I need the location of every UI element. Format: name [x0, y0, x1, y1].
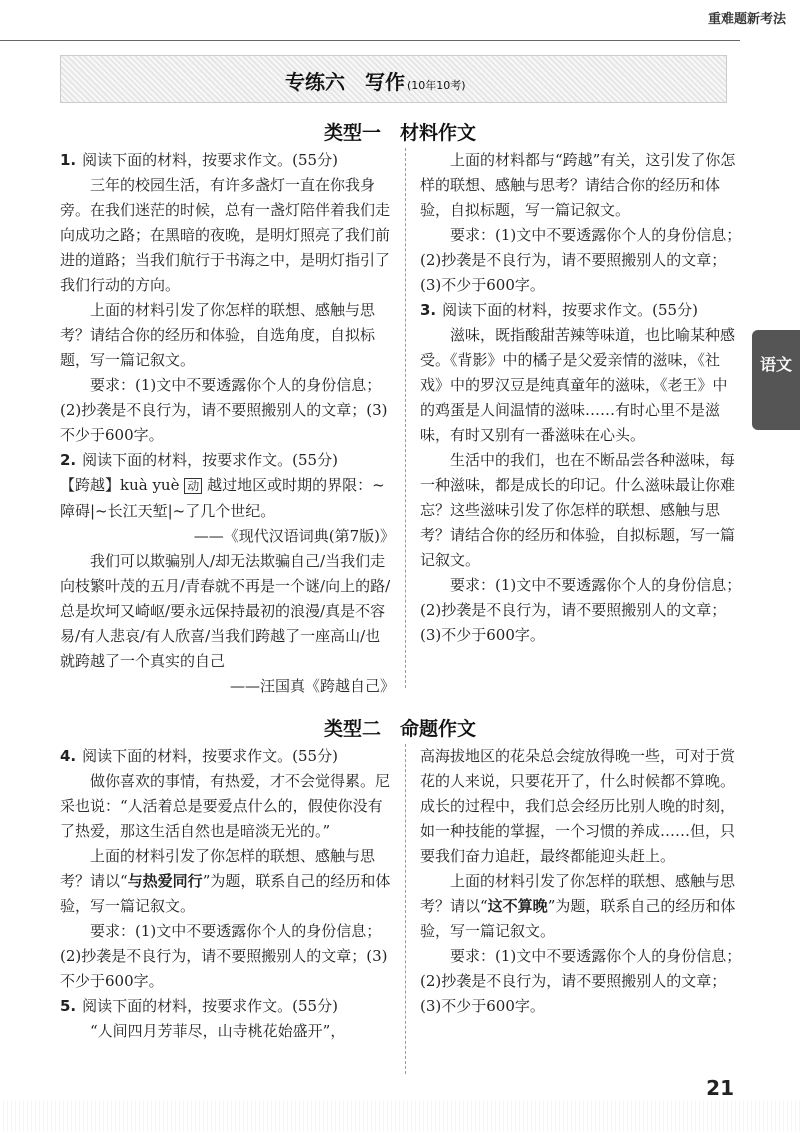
question-3-requirements: 要求：(1)文中不要透露你个人的身份信息；(2)抄袭是不良行为，请不要照搬别人的文章；(3)不少于600字。: [420, 576, 742, 644]
chapter-note: (10年10考): [407, 79, 466, 92]
question-3-material: 滋味，既指酸甜苦辣等味道，也比喻某种感受。《背影》中的橘子是父爱亲情的滋味，《社戏》中的罗汉豆是纯真童年的滋味，《老王》中的鸡蛋是人间温情的滋味……有时心里不是滋味，有时又别有一番滋味在心头。: [420, 326, 736, 444]
section-title-1: 类型一 材料作文: [323, 122, 476, 144]
question-3-prompt: 生活中的我们，也在不断品尝各种滋味，每一种滋味，都是成长的印记。什么滋味最让你难忘？这些滋味引发了你怎样的联想、感触与思考？请结合你的经历和体验，自拟标题，写一篇记叙文。: [420, 451, 736, 569]
question-1-stem-text: 阅读下面的材料，按要求作文。(55分): [82, 151, 338, 169]
column-divider-1: [405, 148, 406, 688]
question-2-poem: 我们可以欺骗别人/却无法欺骗自己/当我们走向枝繁叶茂的五月/青春就不再是一个谜/向上的路/总是坎坷又崎岖/要永远保持最初的浪漫/真是不容易/有人悲哀/有人欣喜/当我们跨越了一座高山/也就跨越了一个真实的自己: [60, 552, 391, 670]
question-4-requirements: 要求：(1)文中不要透露你个人的身份信息；(2)抄袭是不良行为，请不要照搬别人的文章；(3)不少于600字。: [60, 922, 388, 990]
question-4-prompt: [60, 844, 395, 919]
question-5-number: 5.: [60, 997, 77, 1015]
question-3-stem: [420, 298, 742, 323]
question-4-prompt-b: ”为题，联系自己的经历和体验，写一篇记叙文。: [60, 872, 391, 915]
running-header: 重难题新考法: [707, 12, 786, 27]
question-1-stem: [60, 148, 395, 173]
subject-tab-label: 语文: [759, 355, 792, 374]
question-1-number: 1.: [60, 151, 77, 169]
question-5-requirements: 要求：(1)文中不要透露你个人的身份信息；(2)抄袭是不良行为，请不要照搬别人的文章；(3)不少于600字。: [420, 947, 742, 1015]
dict-definition: 越过地区或时期的界限：~障碍|~长江天堑|~了几个世纪。: [60, 476, 385, 520]
question-4-prompt-a: 上面的材料引发了你怎样的联想、感触与思考？请以“: [60, 847, 376, 890]
question-4-number: 4.: [60, 747, 77, 765]
section2-right-column: [420, 744, 742, 1019]
subject-tab: [752, 330, 800, 430]
question-5-stem: [60, 994, 395, 1019]
question-2-prompt: 上面的材料都与“跨越”有关，这引发了你怎样的联想、感触与思考？请结合你的经历和体验，自拟标题，写一篇记叙文。: [420, 151, 736, 219]
section-title-2: 类型二 命题作文: [323, 718, 476, 740]
question-1-prompt: 上面的材料引发了你怎样的联想、感触与思考？请结合你的经历和体验，自选角度，自拟标题，写一篇记叙文。: [60, 301, 376, 369]
page-number: 21: [706, 1076, 734, 1100]
poem-source: ——汪国真《跨越自己》: [229, 677, 395, 695]
question-1-requirements: 要求：(1)文中不要透露你个人的身份信息；(2)抄袭是不良行为，请不要照搬别人的文章；(3)不少于600字。: [60, 376, 388, 444]
section2-left-column: [60, 744, 395, 1044]
scan-noise-footer: [0, 1100, 800, 1132]
section1-right-column: [420, 148, 742, 648]
question-4-stem: [60, 744, 395, 769]
dict-pos-tag: 动: [184, 478, 202, 494]
question-3-number: 3.: [420, 301, 437, 319]
question-4-title: 与热爱同行: [127, 872, 203, 890]
question-5-prompt-a: 上面的材料引发了你怎样的联想、感触与思考？请以“: [420, 872, 736, 915]
chapter-title: [285, 66, 466, 95]
question-2-dictionary-entry: [60, 473, 395, 524]
question-5-material-cont: 高海拔地区的花朵总会绽放得晚一些，可对于赏花的人来说，只要花开了，什么时候都不算晚。成长的过程中，我们总会经历比别人晚的时刻，如一种技能的掌握，一个习惯的养成……但，只要我们奋力追赶，最终都能迎头赶上。: [420, 747, 736, 865]
question-5-prompt: [420, 869, 742, 944]
question-2-stem: [60, 448, 395, 473]
question-4-material: 做你喜欢的事情，有热爱，才不会觉得累。尼采也说：“人活着总是要爱点什么的，假使你没有了热爱，那这生活自然也是暗淡无光的。”: [60, 772, 391, 840]
question-2-stem-text: 阅读下面的材料，按要求作文。(55分): [82, 451, 338, 469]
column-divider-2: [405, 744, 406, 1074]
dict-source: ——《现代汉语词典(第7版)》: [193, 527, 395, 545]
question-2-number: 2.: [60, 451, 77, 469]
question-5-stem-text: 阅读下面的材料，按要求作文。(55分): [82, 997, 338, 1015]
question-5-title: 这不算晚: [487, 897, 548, 915]
question-4-stem-text: 阅读下面的材料，按要求作文。(55分): [82, 747, 338, 765]
dict-headword: 【跨越】kuà yuè: [60, 476, 180, 494]
question-5-material-start: “人间四月芳菲尽，山寺桃花始盛开”，: [90, 1022, 346, 1040]
question-3-stem-text: 阅读下面的材料，按要求作文。(55分): [442, 301, 698, 319]
question-5-prompt-b: ”为题，联系自己的经历和体验，写一篇记叙文。: [420, 897, 736, 940]
section1-left-column: [60, 148, 395, 699]
chapter-title-text: 专练六 写作: [285, 70, 405, 94]
header-rule: [0, 40, 740, 41]
question-2-requirements: 要求：(1)文中不要透露你个人的身份信息；(2)抄袭是不良行为，请不要照搬别人的文章；(3)不少于600字。: [420, 226, 742, 294]
question-1-material: 三年的校园生活，有许多盏灯一直在你我身旁。在我们迷茫的时候，总有一盏灯陪伴着我们走向成功之路；在黑暗的夜晚，是明灯照亮了我们前进的道路；当我们航行于书海之中，是明灯指引了我们行动的方向。: [60, 176, 391, 294]
